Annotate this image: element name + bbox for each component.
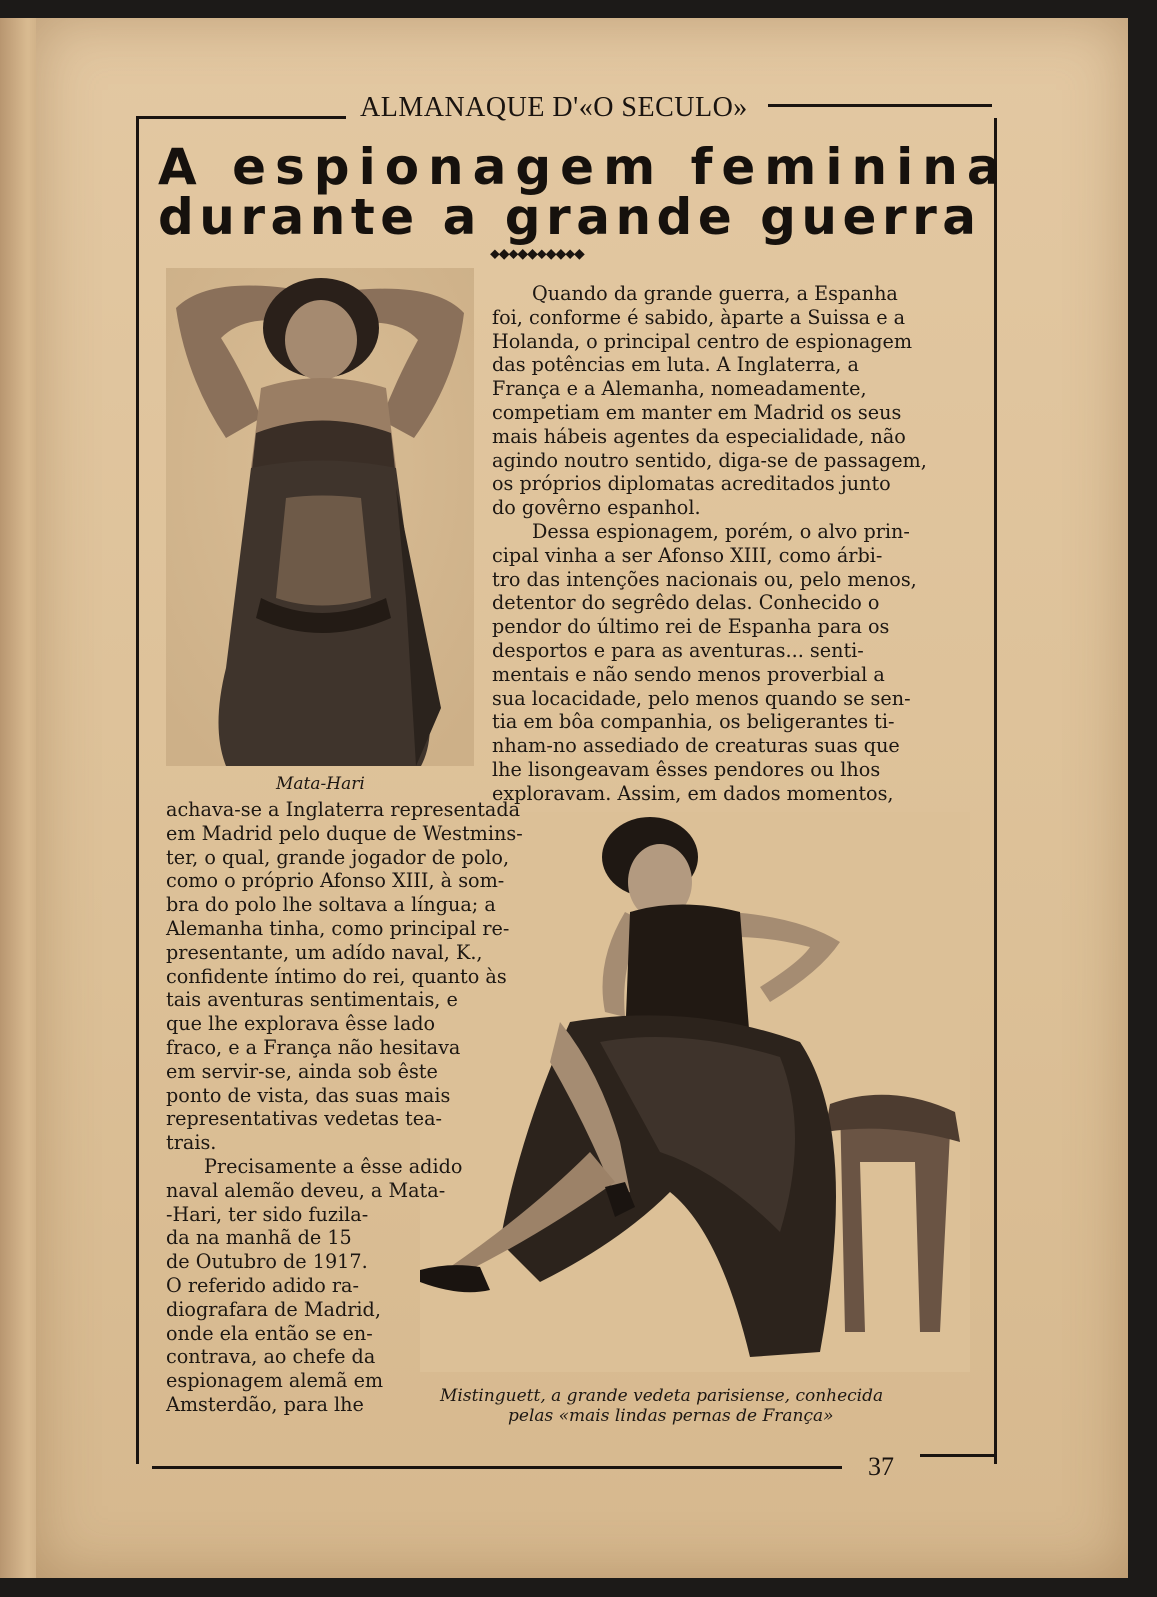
text-line: Alemanha tinha, como principal re- (166, 916, 510, 940)
mata-hari-photo (166, 268, 474, 766)
text-line: França e a Alemanha, nomeadamente, (492, 377, 867, 401)
text-line: tais aventuras sentimentais, e (166, 988, 458, 1012)
text-line: lhe lisongeavam êsses pendores ou lhos (492, 757, 881, 781)
text-line: ponto de vista, das suas mais (166, 1083, 451, 1107)
text-line: de Outubro de 1917. (166, 1250, 368, 1274)
text-line: do govêrno espanhol. (492, 496, 701, 520)
article-column-left (166, 798, 523, 1417)
text-line: mais hábeis agentes da especialidade, não (492, 424, 906, 448)
text-line: sua locacidade, pelo menos quando se sen- (492, 686, 911, 710)
mata-hari-caption: Mata-Hari (276, 774, 365, 794)
text-line: desportos e para as aventuras... senti- (492, 638, 864, 662)
headline-line-1: A espionagem feminina (158, 138, 1010, 196)
text-line: naval alemão deveu, a Mata- (166, 1178, 446, 1202)
text-line: fraco, e a França não hesitava (166, 1035, 461, 1059)
text-line: O referido adido ra- (166, 1273, 359, 1297)
text-line: ter, o qual, grande jogador de polo, (166, 845, 510, 869)
text-line: mentais e não sendo menos proverbial a (492, 662, 885, 686)
text-line: trais. (166, 1131, 217, 1155)
previous-page-edge (0, 18, 40, 1578)
text-line: -Hari, ter sido fuzila- (166, 1202, 369, 1226)
headline-line-2: durante a grande guerra (158, 188, 982, 246)
text-line: exploravam. Assim, em dados momentos, (492, 781, 894, 805)
text-line: presentante, um adído naval, K., (166, 940, 483, 964)
text-line: cipal vinha a ser Afonso XIII, como árbi- (492, 543, 883, 567)
text-line: em servir-se, ainda sob êste (166, 1059, 438, 1083)
text-line: bra do polo lhe soltava a língua; a (166, 893, 496, 917)
text-line: tia em bôa companhia, os beligerantes ti- (492, 710, 895, 734)
page-number: 37 (868, 1452, 894, 1481)
text-line: os próprios diplomatas acreditados junto (492, 472, 891, 496)
text-line: em Madrid pelo duque de Westmins- (166, 821, 523, 845)
footer-rule-left (152, 1466, 842, 1469)
text-line: competiam em manter em Madrid os seus (492, 400, 902, 424)
text-line: foi, conforme é sabido, àparte a Suissa e a (492, 305, 906, 329)
text-line: achava-se a Inglaterra representada (166, 798, 521, 821)
text-line: como o próprio Afonso XIII, à som- (166, 869, 505, 893)
text-line: detentor do segrêdo delas. Conhecido o (492, 591, 880, 615)
mistinguett-caption-line-1: Mistinguett, a grande vedeta parisiense, conhecida (440, 1386, 884, 1406)
text-line: confidente íntimo do rei, quanto às (166, 964, 507, 988)
text-line: nham-no assediado de creaturas suas que (492, 734, 900, 758)
text-line: tro das intenções nacionais ou, pelo menos, (492, 567, 917, 591)
mistinguett-caption-line-2: pelas «mais lindas pernas de França» (508, 1406, 834, 1426)
text-line: representativas vedetas tea- (166, 1107, 443, 1131)
text-line: Dessa espionagem, porém, o alvo prin- (532, 519, 910, 543)
text-line: pendor do último rei de Espanha para os (492, 615, 890, 639)
text-line: das potências em luta. A Inglaterra, a (492, 353, 859, 377)
text-line: contrava, ao chefe da (166, 1345, 376, 1369)
text-line: Amsterdão, para lhe (166, 1392, 364, 1416)
running-header: ALMANAQUE D'«O SECULO» (360, 92, 748, 123)
article-column-right (492, 282, 962, 806)
text-line: onde ela então se en- (166, 1321, 373, 1345)
text-line: que lhe explorava êsse lado (166, 1012, 436, 1036)
text-line: diografara de Madrid, (166, 1297, 381, 1321)
ornament-divider: ⬥◆⬥◆◆⬥◆◆⬥◆ (490, 246, 584, 262)
text-line: Holanda, o principal centro de espionagem (492, 329, 913, 353)
text-line: da na manhã de 15 (166, 1226, 352, 1250)
footer-rule-right (920, 1454, 994, 1457)
header-rule-right (768, 104, 992, 107)
text-line: Quando da grande guerra, a Espanha (532, 282, 898, 305)
text-line: agindo noutro sentido, diga-se de passagem, (492, 448, 927, 472)
text-line: espionagem alemã em (166, 1369, 384, 1393)
text-line: Precisamente a êsse adido (204, 1154, 463, 1178)
